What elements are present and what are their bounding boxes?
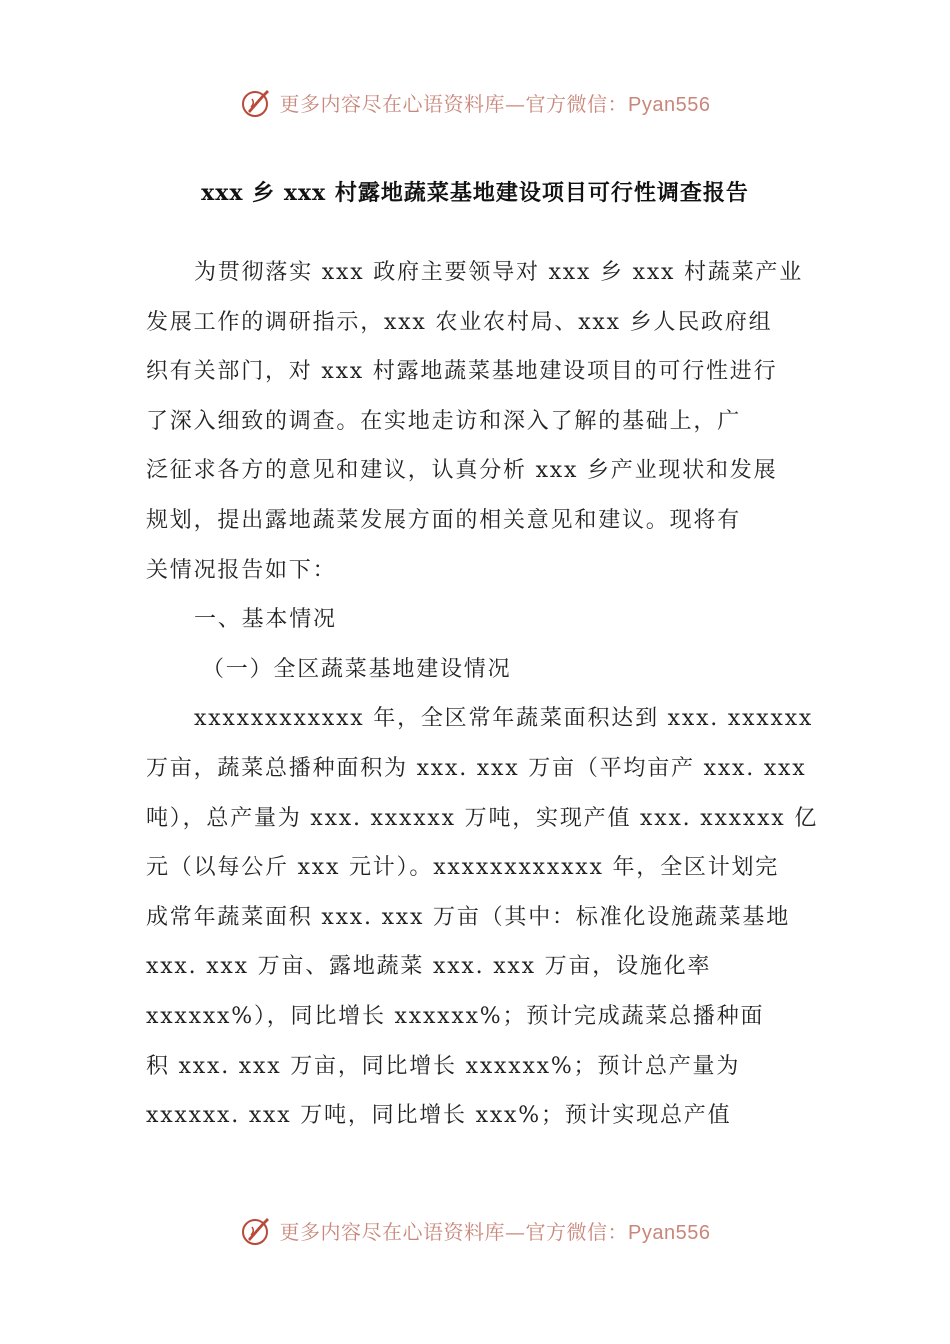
watermark-text: 更多内容尽在心语资料库—官方微信：Pyan556 <box>279 1219 711 1244</box>
document-body <box>146 248 819 1141</box>
paragraph-line: 织有关部门，对 xxx 村露地蔬菜基地建设项目的可行性进行 <box>146 359 778 385</box>
subsection-heading: （一）全区蔬菜基地建设情况 <box>202 656 512 682</box>
watermark-header <box>0 82 950 122</box>
wechat-id: Pyan556 <box>628 1221 711 1244</box>
paragraph-line: 元（以每公斤 xxx 元计）。xxxxxxxxxxxx 年，全区计划完 <box>146 855 780 881</box>
document-title: xxx 乡 xxx 村露地蔬菜基地建设项目可行性调查报告 <box>201 180 749 206</box>
watermark-text: 更多内容尽在心语资料库—官方微信：Pyan556 <box>279 91 711 116</box>
paragraph-line: xxxxxx%），同比增长 xxxxxx%；预计完成蔬菜总播种面 <box>146 1003 765 1029</box>
section-heading: 一、基本情况 <box>194 607 337 633</box>
wechat-id: Pyan556 <box>628 93 711 116</box>
paragraph-line: 泛征求各方的意见和建议，认真分析 xxx 乡产业现状和发展 <box>146 458 778 484</box>
paragraph-line: xxxxxxxxxxxx 年，全区常年蔬菜面积达到 xxx. xxxxxx <box>194 706 814 732</box>
paragraph-line: 了深入细致的调查。在实地走访和深入了解的基础上，广 <box>146 408 742 434</box>
paragraph-line: 吨），总产量为 xxx. xxxxxx 万吨，实现产值 xxx. xxxxxx 亿 <box>146 805 819 831</box>
paragraph-line: 为贯彻落实 xxx 政府主要领导对 xxx 乡 xxx 村蔬菜产业 <box>194 260 804 285</box>
paragraph-line: 积 xxx. xxx 万亩，同比增长 xxxxxx%；预计总产量为 <box>146 1053 741 1079</box>
paragraph-line: 成常年蔬菜面积 xxx. xxx 万亩（其中：标准化设施蔬菜基地 <box>146 904 791 930</box>
paragraph-line: 万亩，蔬菜总播种面积为 xxx. xxx 万亩（平均亩产 xxx. xxx <box>146 755 807 781</box>
watermark-footer <box>0 1210 950 1250</box>
paragraph-line: 关情况报告如下： <box>146 557 337 583</box>
paragraph-line: 规划，提出露地蔬菜发展方面的相关意见和建议。现将有 <box>146 507 742 533</box>
pen-nib-logo-icon <box>240 85 274 119</box>
paragraph-line: xxx. xxx 万亩、露地蔬菜 xxx. xxx 万亩，设施化率 <box>146 954 712 980</box>
pen-nib-logo-icon <box>240 1213 274 1247</box>
paragraph-line: 发展工作的调研指示，xxx 农业农村局、xxx 乡人民政府组 <box>146 309 773 335</box>
paragraph-line: xxxxxx. xxx 万吨，同比增长 xxx%；预计实现总产值 <box>146 1103 732 1129</box>
